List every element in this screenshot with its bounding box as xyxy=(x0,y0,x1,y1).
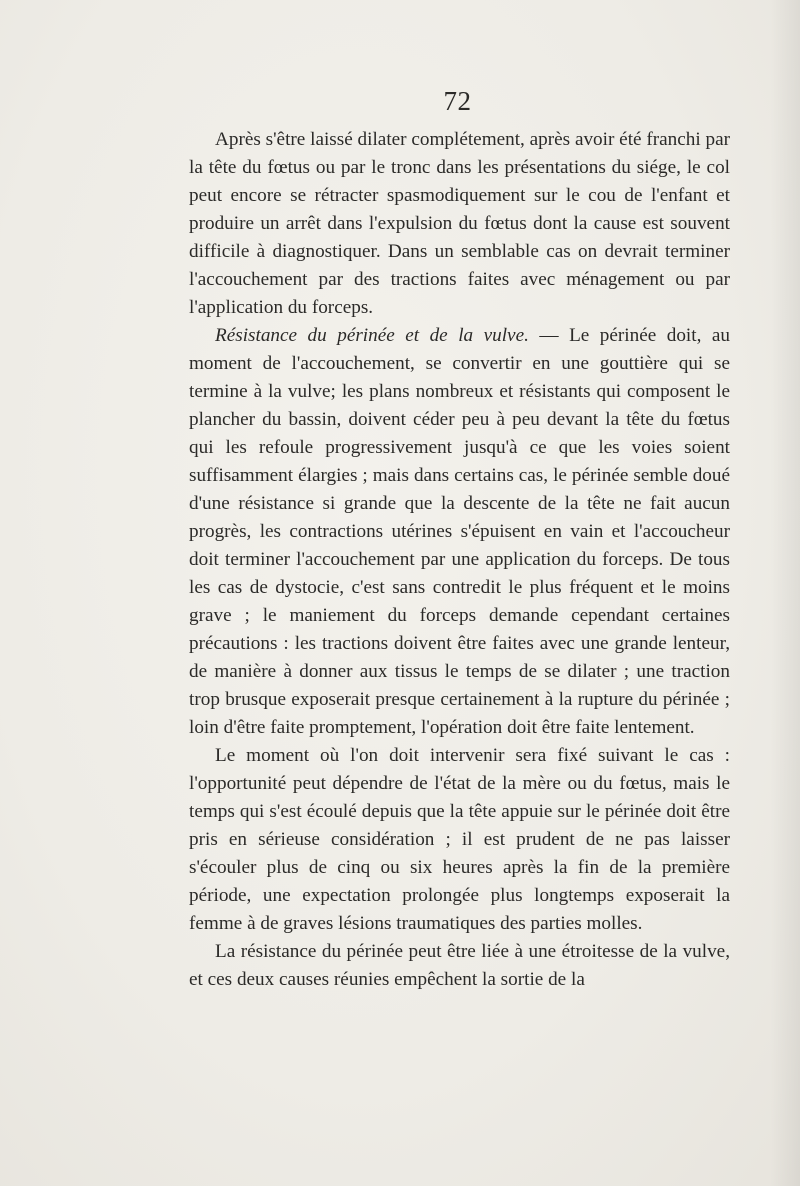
page-number: 72 xyxy=(443,86,472,116)
paragraph-intervention-timing: Le moment où l'on doit intervenir sera fixé suivant le cas : l'opportunité peut dépendre de l'état de la mère ou du fœtus, mais le temps qui s'est écoulé depuis que la tête appuie sur le périnée doit être pris en sérieuse considération ; il est prudent de ne pas laisser s'écouler plus de cinq ou six heures après la fin de la première période, une expectation prolongée plus longtemps exposerait la femme à de graves lésions traumatiques des parties molles. xyxy=(189,745,730,934)
paragraph-cervix-retraction: Après s'être laissé dilater complétement, après avoir été franchi par la tête du fœtus ou par le tronc dans les présentations du siége, le col peut encore se rétracter spasmodiquement sur le cou de l'enfant et produire un arrêt dans l'expulsion du fœtus dont la cause est souvent difficile à diagnostiquer. Dans un semblable cas on devrait terminer l'accouchement par des tractions faites avec ménagement ou par l'application du forceps. xyxy=(189,129,730,318)
paragraph-vulva-narrowness: La résistance du périnée peut être liée à une étroitesse de la vulve, et ces deux causes réunies empêchent la sortie de la xyxy=(189,941,730,990)
page-edge-shadow xyxy=(770,0,800,1186)
body-text xyxy=(189,126,730,994)
paragraph-perineum-resistance xyxy=(189,322,730,742)
paragraph-perineum-text: — Le périnée doit, au moment de l'accouchement, se convertir en une gouttière qui se termine à la vulve; les plans nombreux et résistants qui composent le plancher du bassin, doivent céder peu à peu devant la tête du fœtus qui les refoule progressivement jusqu'à ce que les voies soient suffisamment élargies ; mais dans certains cas, le périnée semble doué d'une résistance si grande que la descente de la tête ne fait aucun progrès, les contractions utérines s'épuisent en vain et l'accoucheur doit terminer l'accouchement par une application du forceps. De tous les cas de dystocie, c'est sans contredit le plus fréquent et le moins grave ; le maniement du forceps demande cependant certaines précautions : les tractions doivent être faites avec une grande lenteur, de manière à donner aux tissus le temps de se dilater ; une traction trop brusque exposerait presque certainement à la rupture du périnée ; loin d'être faite promptement, l'opération doit être faite lentement. xyxy=(189,325,730,738)
section-heading: Résistance du périnée et de la vulve. xyxy=(215,325,529,346)
